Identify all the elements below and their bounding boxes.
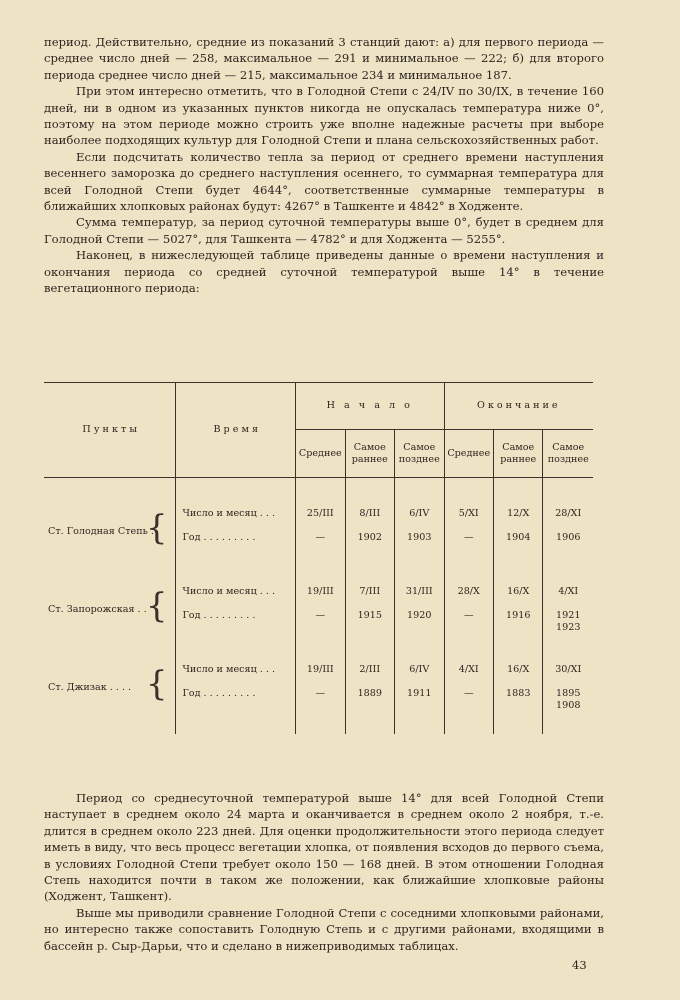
table-cell: — (296, 610, 345, 634)
paragraph: Сумма температур, за период суточной температуры выше 0°, будет в среднем для Голодной Степи — 5027°, для Ташкента — 4782° и для Ходжента — 5255°. (44, 215, 604, 246)
paragraph: Если подсчитать количество тепла за период от среднего времени наступления весеннего заморозка до среднего наступления осеннего, то суммарная температура для всей Голодной Степи будет 4644°, соответственные суммарные температуры в ближайших хлопковых районах будут: 4267° в Ташкенте и 4842° в Ходженте. (44, 149, 604, 214)
table-cell: 1883 (493, 688, 542, 712)
table-cell: 1904 (493, 532, 542, 556)
table-cell: 1906 (543, 532, 593, 556)
temperature-table (44, 382, 596, 734)
table-cell: 16/X (493, 656, 542, 688)
paragraph: период. Действительно, средние из показаний 3 станций дают: а) для первого периода — среднее число дней — 258, максимальное — 291 и минимальное — 222; б) для второго периода среднее число дней — 215, максимальное 234 и минимальное 187. (44, 35, 604, 82)
table-cell: 6/IV (395, 656, 444, 688)
header-start: Н а ч а л о (296, 383, 444, 430)
subheader-earliest: Самое раннее (345, 430, 394, 478)
row-label: Год . . . . . . . . . (176, 610, 296, 634)
table-cell: 1916 (493, 610, 542, 634)
table-cell: — (296, 532, 345, 556)
table-cell: 5/XI (444, 500, 493, 532)
header-points: П у н к т ы (44, 383, 176, 478)
paragraph: Наконец, в нижеследующей таблице приведены данные о времени наступления и окончания периода со средней суточной температурой выше 14° в течение вегетационного периода: (44, 248, 604, 296)
station-name: Ст. Запорожская . . { (48, 586, 168, 626)
table-cell: 1902 (345, 532, 394, 556)
row-label: Число и месяц . . . (176, 578, 296, 610)
table-cell: 1921 1923 (543, 610, 593, 634)
row-label: Число и месяц . . . (176, 656, 296, 688)
table-cell: 31/III (395, 578, 444, 610)
subheader-latest: Самое позднее (395, 430, 444, 478)
table-cell: 1911 (395, 688, 444, 712)
subheader-latest: Самое позднее (543, 430, 593, 478)
subheader-avg: Среднее (296, 430, 345, 478)
table-row (44, 656, 593, 688)
header-time: В р е м я (176, 383, 296, 478)
table-cell: 12/X (493, 500, 542, 532)
station-name: Ст. Голодная Степь . { (48, 508, 168, 548)
paragraph: Период со среднесуточной температурой выше 14° для всей Голодной Степи наступает в среднем около 24 марта и оканчивается в среднем около 2 ноября, т.-е. длится в среднем около 223 дней. Для оценки продолжительности этого периода следует иметь в виду, что весь процесс вегетации хлопка, от появления всходов до первого съема, в условиях Голодной Степи требует около 150 — 168 дней. В этом отношении Голодная Степь находится почти в таком же положении, как ближайшие хлопковые районы (Ходжент, Ташкент). (44, 791, 604, 904)
table-cell: 8/III (345, 500, 394, 532)
table-cell: 28/X (444, 578, 493, 610)
table-cell: 19/III (296, 656, 345, 688)
table-row (44, 500, 593, 532)
table-cell: 30/XI (543, 656, 593, 688)
table-cell: 7/III (345, 578, 394, 610)
table-cell: 2/III (345, 656, 394, 688)
table-cell: — (444, 610, 493, 634)
table-cell: 25/III (296, 500, 345, 532)
station-name: Ст. Джизак . . . . { (48, 664, 168, 704)
header-end: Окончание (444, 383, 593, 430)
table-cell: 1889 (345, 688, 394, 712)
table-cell: 1920 (395, 610, 444, 634)
subheader-earliest: Самое раннее (493, 430, 542, 478)
table-cell: — (296, 688, 345, 712)
table-cell: 28/XI (543, 500, 593, 532)
top-text (44, 34, 604, 297)
row-label: Число и месяц . . . (176, 500, 296, 532)
table-cell: 1903 (395, 532, 444, 556)
bottom-text (44, 790, 604, 954)
paragraph: Выше мы приводили сравнение Голодной Степи с соседними хлопковыми районами, но интересно также сопоставить Голодную Степь и с другими районами, входящими в бассейн р. Сыр-Дарьи, что и сделано в нижеприводимых таблицах. (44, 905, 604, 953)
table-cell: 1895 1908 (543, 688, 593, 712)
row-label: Год . . . . . . . . . (176, 688, 296, 712)
table-cell: 4/XI (543, 578, 593, 610)
table-cell: — (444, 532, 493, 556)
subheader-avg: Среднее (444, 430, 493, 478)
table-cell: 6/IV (395, 500, 444, 532)
table-row (44, 578, 593, 610)
row-label: Год . . . . . . . . . (176, 532, 296, 556)
table-cell: 1915 (345, 610, 394, 634)
table-cell: 19/III (296, 578, 345, 610)
table-cell: 4/XI (444, 656, 493, 688)
table-cell: — (444, 688, 493, 712)
paragraph: При этом интересно отметить, что в Голодной Степи с 24/IV по 30/IX, в течение 160 дней, ни в одном из указанных пунктов никогда не опускалась температура ниже 0°, поэтому на этом периоде можно строить уже вполне надежные расчеты при выборе наиболее подходящих культур для Голодной Степи и плана сельскохозяйственных работ. (44, 84, 604, 148)
page-number: 43 (572, 958, 587, 972)
table-cell: 16/X (493, 578, 542, 610)
